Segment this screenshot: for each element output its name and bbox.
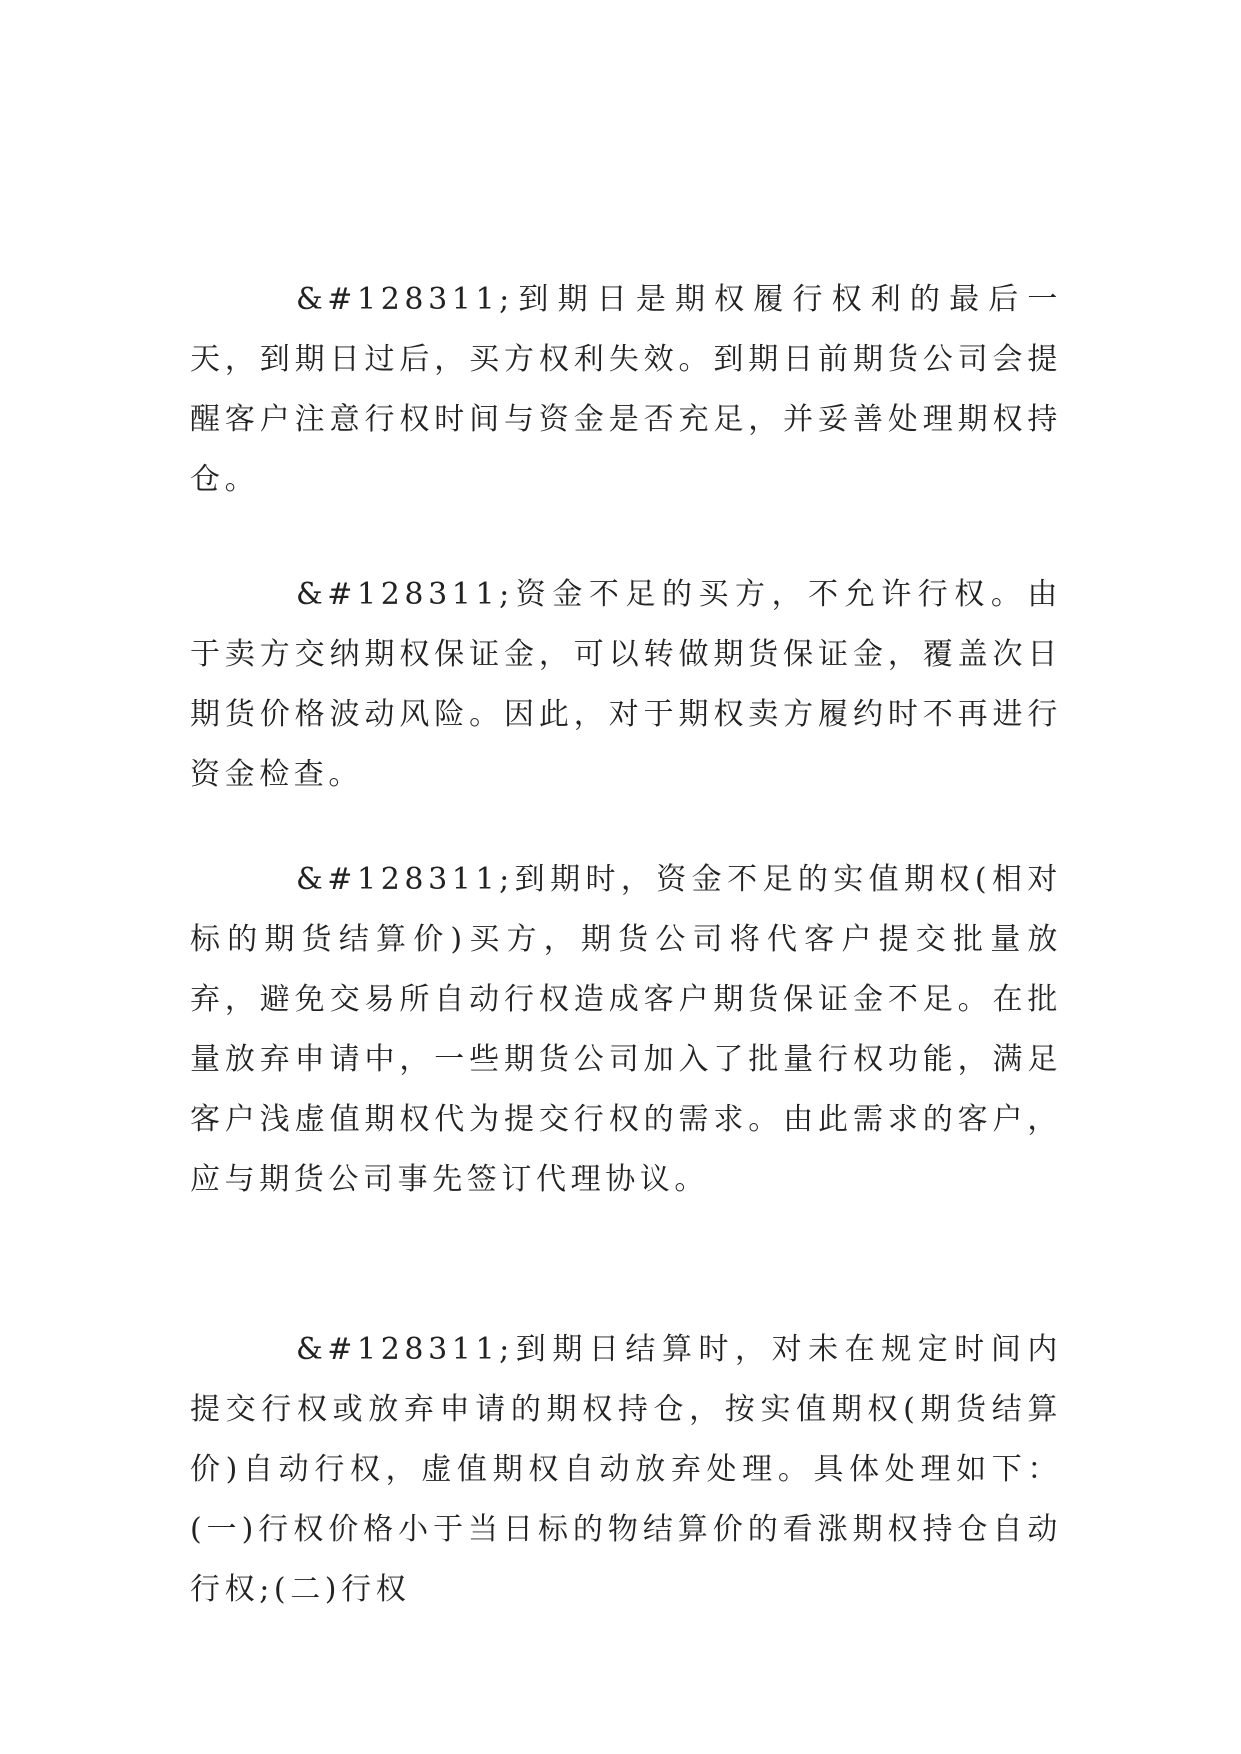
paragraph-insufficient-funds: &#128311;资金不足的买方，不允许行权。由于卖方交纳期权保证金，可以转做期货保证金，覆盖次日期货价格波动风险。因此，对于期权卖方履约时不再进行资金检查。	[190, 577, 1062, 792]
paragraph-expiry-date: &#128311;到期日是期权履行权利的最后一天，到期日过后，买方权利失效。到期日前期货公司会提醒客户注意行权时间与资金是否充足，并妥善处理期权持仓。	[190, 282, 1062, 497]
paragraph-batch-abandon: &#128311;到期时，资金不足的实值期权(相对标的期货结算价)买方，期货公司将代客户提交批量放弃，避免交易所自动行权造成客户期货保证金不足。在批量放弃申请中，一些期货公司加入了批量行权功能，满足客户浅虚值期权代为提交行权的需求。由此需求的客户，应与期货公司事先签订代理协议。	[190, 862, 1062, 1197]
paragraph-auto-exercise: &#128311;到期日结算时，对未在规定时间内提交行权或放弃申请的期权持仓，按实值期权(期货结算价)自动行权，虚值期权自动放弃处理。具体处理如下：(一)行权价格小于当日标的物结算价的看涨期权持仓自动行权;(二)行权	[190, 1332, 1062, 1607]
